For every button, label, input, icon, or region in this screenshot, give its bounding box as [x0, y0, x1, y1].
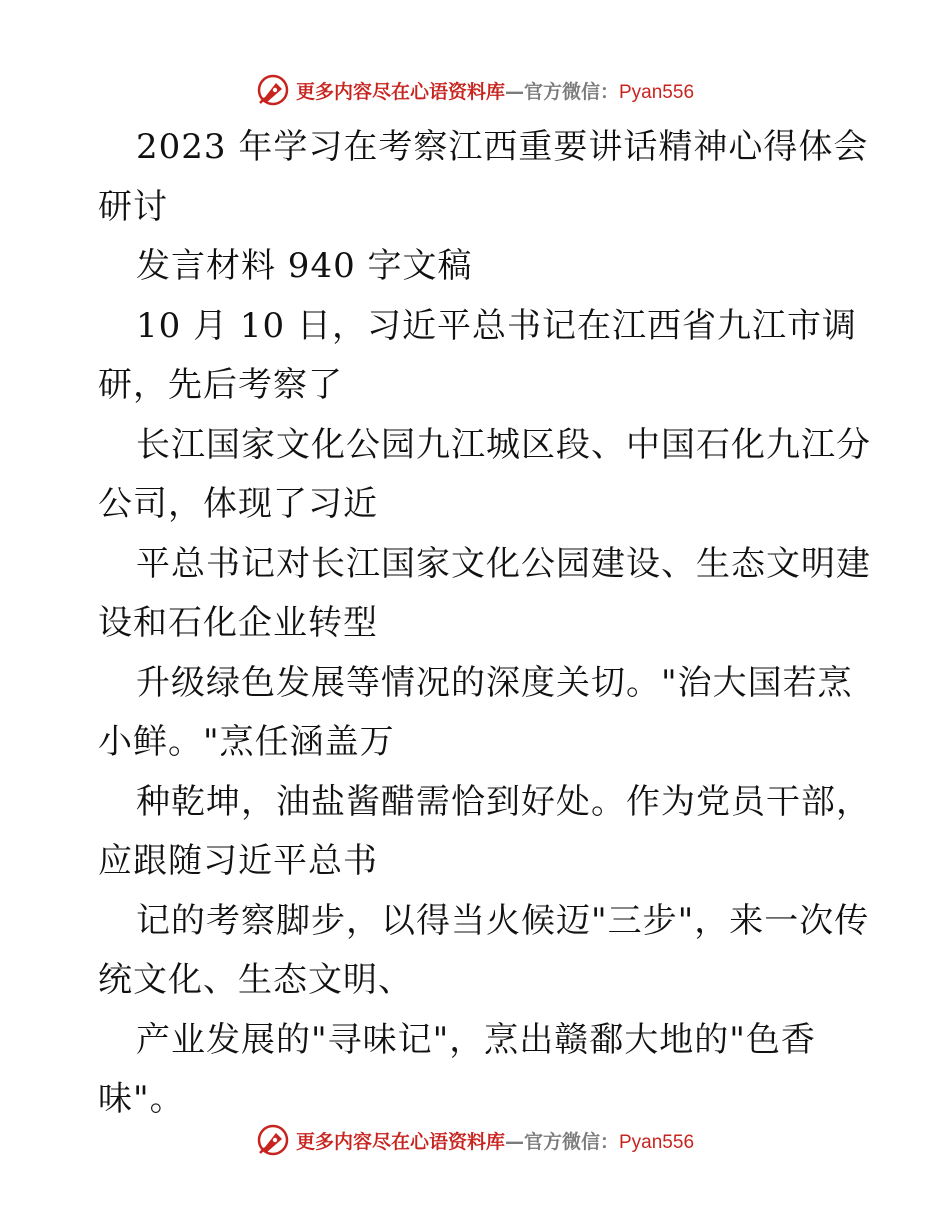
paragraph-line: 味"。	[98, 1079, 185, 1119]
banner-separator: —	[504, 1130, 524, 1153]
paragraph-line: 升级绿色发展等情况的深度关切。"治大国若烹	[136, 662, 853, 703]
banner-brand: 更多内容尽在心语资料库	[295, 80, 505, 103]
paragraph-line: 长江国家文化公园九江城区段、中国石化九江分	[136, 424, 871, 465]
subtitle-line: 发言材料 940 字文稿	[136, 246, 473, 286]
banner-wechat-handle: Pyan556	[619, 81, 695, 103]
paragraph-line: 10 月 10 日，习近平总书记在江西省九江市调	[136, 305, 857, 346]
paragraph-line: 记的考察脚步，以得当火候迈"三步"，来一次传	[136, 900, 870, 941]
paragraph-line: 统文化、生态文明、	[98, 960, 413, 1000]
banner-text	[296, 77, 694, 104]
paragraph-line: 公司，体现了习近	[98, 484, 378, 524]
pen-nib-icon	[256, 1123, 290, 1157]
banner-wechat-label: 官方微信：	[523, 1130, 619, 1153]
title-line-1: 2023 年学习在考察江西重要讲话精神心得体会	[136, 127, 869, 167]
banner-wechat-label: 官方微信：	[523, 80, 619, 103]
paragraph-line: 平总书记对长江国家文化公园建设、生态文明建	[136, 543, 871, 584]
paragraph-line: 研，先后考察了	[98, 365, 343, 405]
paragraph-line: 设和石化企业转型	[98, 603, 378, 643]
header-banner	[0, 70, 950, 110]
banner-brand: 更多内容尽在心语资料库	[295, 1130, 505, 1153]
banner-wechat-handle: Pyan556	[619, 1131, 695, 1153]
title-line-2: 研讨	[98, 186, 168, 227]
paragraph-line: 应跟随习近平总书	[98, 841, 378, 881]
banner-separator: —	[504, 80, 524, 103]
banner-text	[296, 1127, 694, 1154]
paragraph-line: 产业发展的"寻味记"，烹出赣鄱大地的"色香	[136, 1019, 816, 1060]
paragraph-line: 种乾坤，油盐酱醋需恰到好处。作为党员干部，	[136, 781, 871, 822]
footer-banner	[0, 1120, 950, 1160]
document-body	[98, 118, 871, 1130]
paragraph-line: 小鲜。"烹任涵盖万	[98, 722, 395, 762]
pen-nib-icon	[256, 73, 290, 107]
